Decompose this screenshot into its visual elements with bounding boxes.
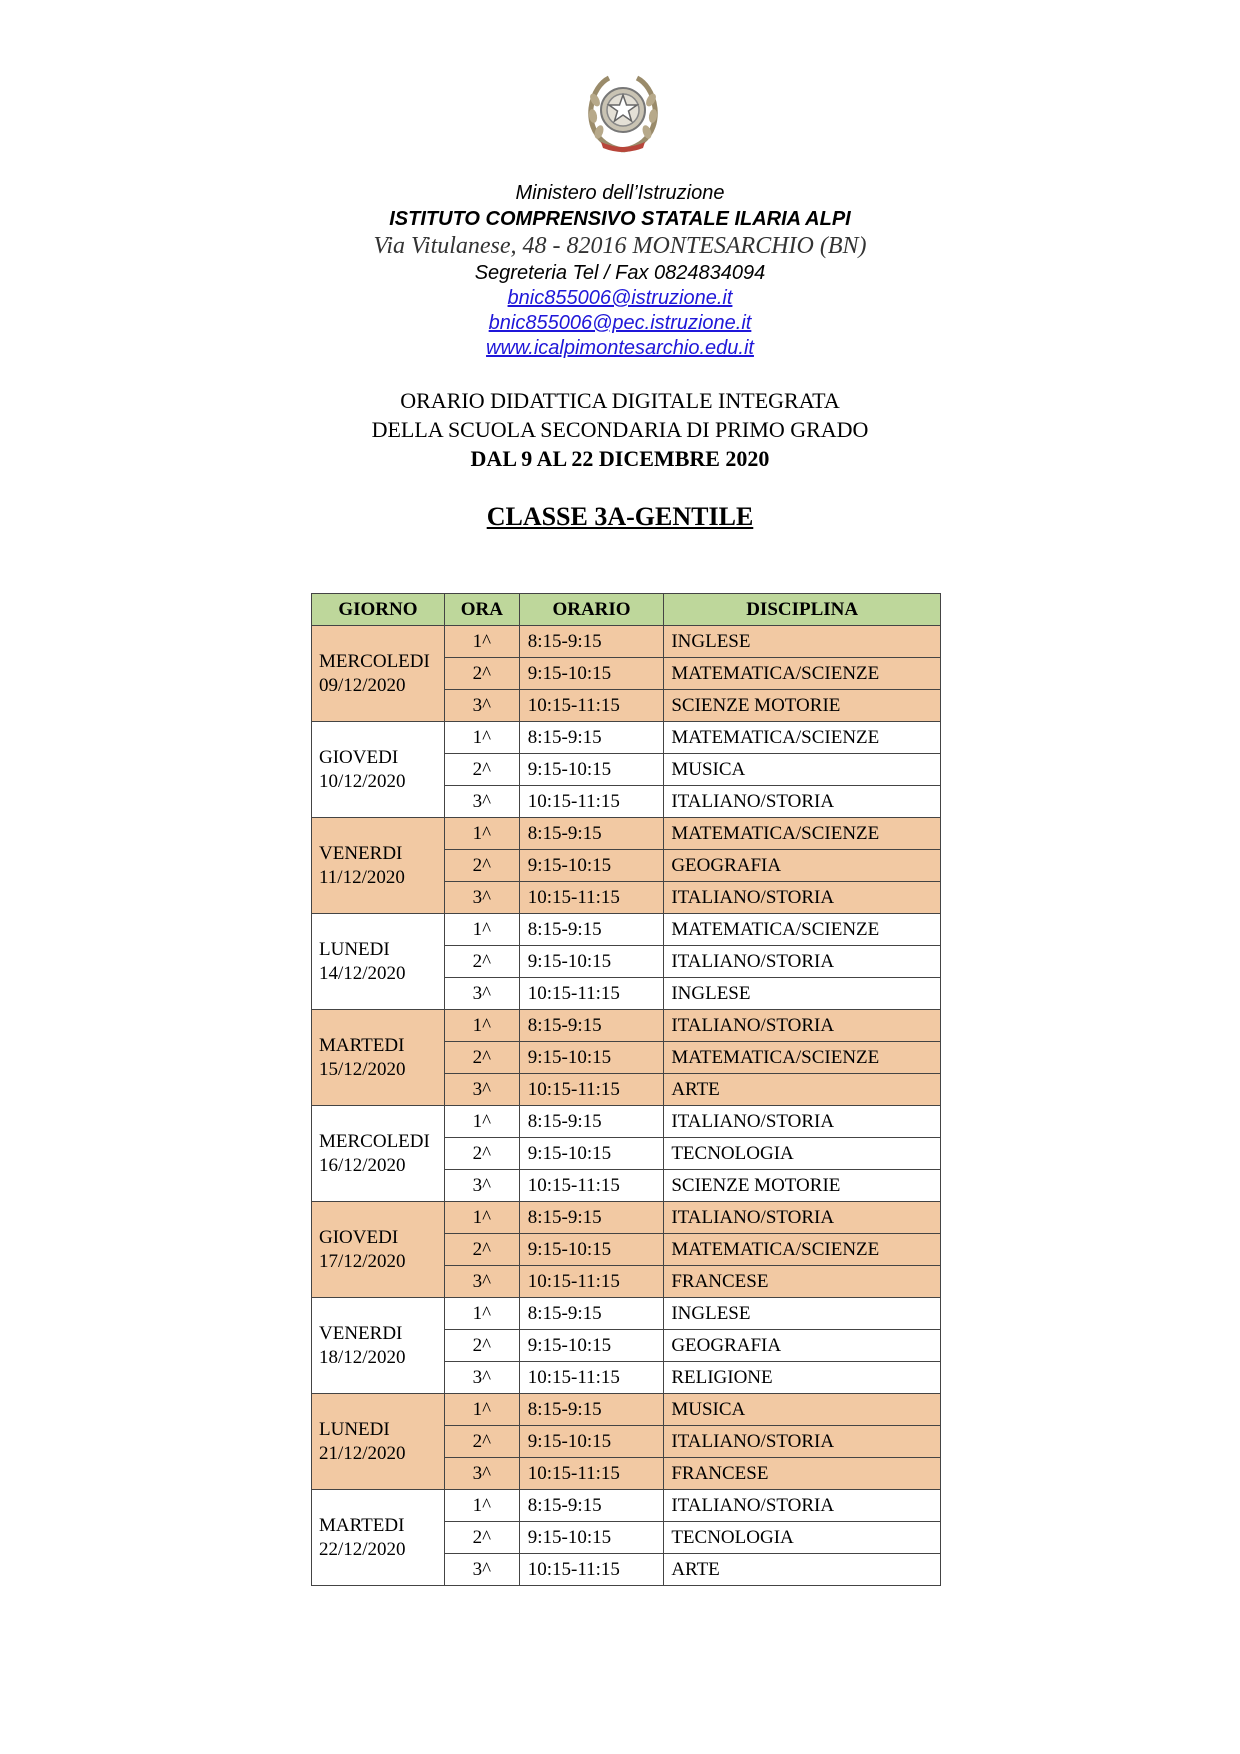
ora-cell: 1^ [444, 722, 519, 754]
disciplina-cell: SCIENZE MOTORIE [664, 1170, 941, 1202]
orario-cell: 10:15-11:15 [519, 1266, 664, 1298]
ora-cell: 2^ [444, 754, 519, 786]
orario-cell: 9:15-10:15 [519, 1042, 664, 1074]
ora-cell: 2^ [444, 1330, 519, 1362]
ora-cell: 2^ [444, 850, 519, 882]
day-name: GIOVEDI [319, 1226, 399, 1248]
ora-cell: 2^ [444, 946, 519, 978]
header-giorno: GIORNO [312, 594, 445, 626]
ora-cell: 3^ [444, 1458, 519, 1490]
day-date: 11/12/2020 [319, 866, 405, 888]
disciplina-cell: INGLESE [664, 1298, 941, 1330]
disciplina-cell: MATEMATICA/SCIENZE [664, 818, 941, 850]
school-name: ISTITUTO COMPRENSIVO STATALE ILARIA ALPI [389, 208, 851, 230]
disciplina-cell: MATEMATICA/SCIENZE [664, 1234, 941, 1266]
day-name: MERCOLEDI [319, 650, 430, 672]
schedule-body [312, 626, 941, 1586]
day-name: VENERDI [319, 842, 403, 864]
table-row [312, 914, 941, 946]
ora-cell: 1^ [444, 1010, 519, 1042]
ora-cell: 1^ [444, 818, 519, 850]
day-date: 22/12/2020 [319, 1538, 406, 1560]
title-dates: DAL 9 AL 22 DICEMBRE 2020 [470, 446, 770, 471]
orario-cell: 9:15-10:15 [519, 946, 664, 978]
header-orario: ORARIO [519, 594, 664, 626]
table-row [312, 1106, 941, 1138]
orario-cell: 9:15-10:15 [519, 658, 664, 690]
day-date: 10/12/2020 [319, 770, 406, 792]
orario-cell: 8:15-9:15 [519, 1298, 664, 1330]
orario-cell: 8:15-9:15 [519, 1202, 664, 1234]
disciplina-cell: ITALIANO/STORIA [664, 1010, 941, 1042]
orario-cell: 10:15-11:15 [519, 690, 664, 722]
disciplina-cell: ITALIANO/STORIA [664, 882, 941, 914]
disciplina-cell: ITALIANO/STORIA [664, 1490, 941, 1522]
day-cell [312, 1490, 445, 1586]
disciplina-cell: ITALIANO/STORIA [664, 786, 941, 818]
disciplina-cell: ARTE [664, 1074, 941, 1106]
ora-cell: 1^ [444, 1106, 519, 1138]
orario-cell: 8:15-9:15 [519, 818, 664, 850]
pec-email-link[interactable]: bnic855006@pec.istruzione.it [488, 312, 752, 334]
disciplina-cell: TECNOLOGIA [664, 1522, 941, 1554]
orario-cell: 10:15-11:15 [519, 978, 664, 1010]
ora-cell: 1^ [444, 626, 519, 658]
table-row [312, 1394, 941, 1426]
day-cell [312, 818, 445, 914]
disciplina-cell: FRANCESE [664, 1266, 941, 1298]
disciplina-cell: SCIENZE MOTORIE [664, 690, 941, 722]
ora-cell: 3^ [444, 1362, 519, 1394]
disciplina-cell: ITALIANO/STORIA [664, 1202, 941, 1234]
ora-cell: 2^ [444, 1234, 519, 1266]
day-date: 18/12/2020 [319, 1346, 406, 1368]
table-row [312, 722, 941, 754]
ora-cell: 3^ [444, 1266, 519, 1298]
table-row [312, 1298, 941, 1330]
disciplina-cell: TECNOLOGIA [664, 1138, 941, 1170]
orario-cell: 10:15-11:15 [519, 882, 664, 914]
table-row [312, 626, 941, 658]
title-line-1: ORARIO DIDATTICA DIGITALE INTEGRATA [400, 388, 840, 413]
disciplina-cell: ITALIANO/STORIA [664, 1106, 941, 1138]
day-cell [312, 1298, 445, 1394]
orario-cell: 8:15-9:15 [519, 914, 664, 946]
orario-cell: 8:15-9:15 [519, 722, 664, 754]
day-name: MARTEDI [319, 1034, 405, 1056]
orario-cell: 9:15-10:15 [519, 1234, 664, 1266]
ora-cell: 1^ [444, 1490, 519, 1522]
school-phone: Segreteria Tel / Fax 0824834094 [474, 262, 766, 284]
disciplina-cell: MATEMATICA/SCIENZE [664, 914, 941, 946]
header-disciplina: DISCIPLINA [664, 594, 941, 626]
ora-cell: 1^ [444, 914, 519, 946]
orario-cell: 8:15-9:15 [519, 1490, 664, 1522]
day-cell [312, 626, 445, 722]
day-cell [312, 1394, 445, 1490]
orario-cell: 10:15-11:15 [519, 786, 664, 818]
ora-cell: 3^ [444, 978, 519, 1010]
table-header-row [312, 594, 941, 626]
letterhead [0, 180, 1240, 361]
orario-cell: 9:15-10:15 [519, 850, 664, 882]
day-cell [312, 914, 445, 1010]
disciplina-cell: ITALIANO/STORIA [664, 1426, 941, 1458]
orario-cell: 8:15-9:15 [519, 1106, 664, 1138]
disciplina-cell: INGLESE [664, 978, 941, 1010]
day-name: LUNEDI [319, 938, 390, 960]
day-name: MERCOLEDI [319, 1130, 430, 1152]
disciplina-cell: RELIGIONE [664, 1362, 941, 1394]
ora-cell: 1^ [444, 1298, 519, 1330]
ora-cell: 3^ [444, 1554, 519, 1586]
orario-cell: 10:15-11:15 [519, 1074, 664, 1106]
ora-cell: 2^ [444, 1138, 519, 1170]
disciplina-cell: MUSICA [664, 1394, 941, 1426]
orario-cell: 10:15-11:15 [519, 1458, 664, 1490]
orario-cell: 8:15-9:15 [519, 1394, 664, 1426]
day-cell [312, 1106, 445, 1202]
disciplina-cell: GEOGRAFIA [664, 1330, 941, 1362]
class-title: CLASSE 3A-GENTILE [486, 502, 754, 531]
ora-cell: 2^ [444, 1042, 519, 1074]
document-title [0, 386, 1240, 473]
disciplina-cell: ITALIANO/STORIA [664, 946, 941, 978]
italian-republic-emblem-icon [585, 70, 661, 154]
day-name: MARTEDI [319, 1514, 405, 1536]
orario-cell: 9:15-10:15 [519, 1138, 664, 1170]
email-link[interactable]: bnic855006@istruzione.it [507, 287, 733, 309]
disciplina-cell: GEOGRAFIA [664, 850, 941, 882]
day-date: 14/12/2020 [319, 962, 406, 984]
day-date: 16/12/2020 [319, 1154, 406, 1176]
orario-cell: 8:15-9:15 [519, 1010, 664, 1042]
orario-cell: 10:15-11:15 [519, 1362, 664, 1394]
orario-cell: 10:15-11:15 [519, 1170, 664, 1202]
ministry-name: Ministero dell’Istruzione [515, 182, 725, 204]
orario-cell: 10:15-11:15 [519, 1554, 664, 1586]
school-address: Via Vitulanese, 48 - 82016 MONTESARCHIO (BN) [373, 233, 867, 259]
day-cell [312, 1202, 445, 1298]
day-name: VENERDI [319, 1322, 403, 1344]
day-name: GIOVEDI [319, 746, 399, 768]
day-name: LUNEDI [319, 1418, 390, 1440]
disciplina-cell: FRANCESE [664, 1458, 941, 1490]
ora-cell: 3^ [444, 1170, 519, 1202]
ora-cell: 2^ [444, 658, 519, 690]
day-cell [312, 722, 445, 818]
table-row [312, 818, 941, 850]
day-date: 17/12/2020 [319, 1250, 406, 1272]
day-cell [312, 1010, 445, 1106]
website-link[interactable]: www.icalpimontesarchio.edu.it [486, 337, 754, 359]
ora-cell: 3^ [444, 882, 519, 914]
ora-cell: 3^ [444, 690, 519, 722]
disciplina-cell: MUSICA [664, 754, 941, 786]
table-row [312, 1202, 941, 1234]
ora-cell: 2^ [444, 1522, 519, 1554]
table-row [312, 1490, 941, 1522]
day-date: 09/12/2020 [319, 674, 406, 696]
ora-cell: 3^ [444, 1074, 519, 1106]
day-date: 21/12/2020 [319, 1442, 406, 1464]
ora-cell: 2^ [444, 1426, 519, 1458]
day-date: 15/12/2020 [319, 1058, 406, 1080]
ora-cell: 1^ [444, 1202, 519, 1234]
orario-cell: 9:15-10:15 [519, 1426, 664, 1458]
title-line-2: DELLA SCUOLA SECONDARIA DI PRIMO GRADO [371, 417, 869, 442]
disciplina-cell: MATEMATICA/SCIENZE [664, 722, 941, 754]
disciplina-cell: INGLESE [664, 626, 941, 658]
disciplina-cell: MATEMATICA/SCIENZE [664, 658, 941, 690]
disciplina-cell: MATEMATICA/SCIENZE [664, 1042, 941, 1074]
ora-cell: 1^ [444, 1394, 519, 1426]
table-row [312, 1010, 941, 1042]
orario-cell: 9:15-10:15 [519, 1522, 664, 1554]
ora-cell: 3^ [444, 786, 519, 818]
orario-cell: 9:15-10:15 [519, 1330, 664, 1362]
orario-cell: 8:15-9:15 [519, 626, 664, 658]
header-ora: ORA [444, 594, 519, 626]
disciplina-cell: ARTE [664, 1554, 941, 1586]
schedule-table [311, 593, 941, 1586]
orario-cell: 9:15-10:15 [519, 754, 664, 786]
